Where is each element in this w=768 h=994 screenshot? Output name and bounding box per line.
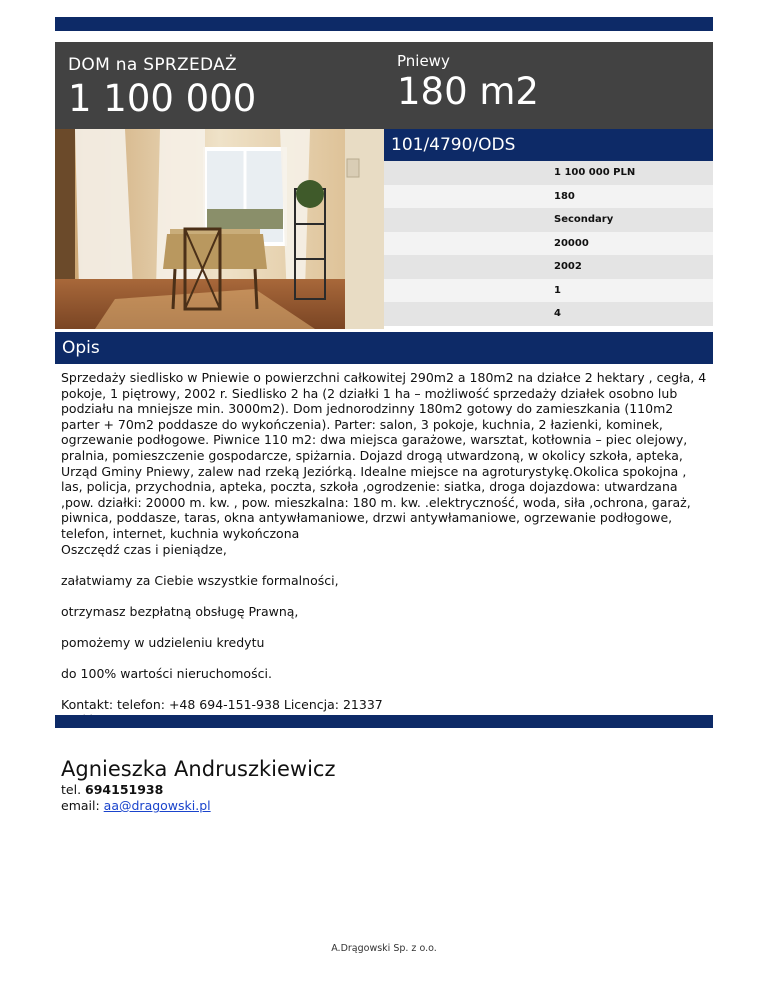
bottom-accent-bar [55,715,713,728]
agent-email-label: email: [61,798,100,813]
description-body [61,370,711,729]
detail-price: 1 100 000 PLN [384,161,713,185]
listing-area: 180 m2 [397,70,539,113]
description-contact: Kontakt: telefon: +48 694-151-938 Licencja: 21337 [61,697,383,713]
detail-plot-area: 20000 [384,232,713,256]
agent-email-link[interactable]: aa@dragowski.pl [103,798,211,813]
listing-header [55,42,713,129]
detail-year: 2002 [384,255,713,279]
description-line2: załatwiamy za Ciebie wszystkie formalności, [61,572,339,588]
listing-price: 1 100 000 [68,77,257,120]
detail-floors: 1 [384,279,713,303]
header-left [68,55,256,121]
description-line4: pomożemy w udzieleniu kredytu [61,635,265,651]
detail-area: 180 [384,185,713,209]
detail-market: Secondary [384,208,713,232]
description-line5: do 100% wartości nieruchomości. [61,666,272,682]
agent-block [61,756,335,814]
details-table [384,161,713,326]
listing-city: Pniewy [397,52,450,70]
agent-phone-row [61,782,335,798]
listing-reference: 101/4790/ODS [384,129,713,161]
detail-rooms: 4 [384,302,713,326]
agent-email-row [61,798,335,814]
header-right [397,52,539,114]
footer-company: A.Drągowski Sp. z o.o. [331,943,437,954]
agent-phone: 694151938 [85,782,164,797]
top-accent-bar [55,17,713,31]
description-main: Sprzedaży siedlisko w Pniewie o powierzchni całkowitej 290m2 a 180m2 na działce 2 hektary , cegła, 4 pokoje, 1 piętrowy, 2002 r. Siedlisko 2 ha (2 działki 1 ha – możliwość sprzedaży działek osobno lub podziału na mniejsze min. 3000m2). Dom jednorodzinny 180m2 gotowy do zamieszkania (110m2 parter + 70m2 poddasze do wykończenia). Parter: salon, 3 pokoje, kuchnia, 2 łazienki, kominek, ogrzewanie podłogowe. Piwnice 110 m2: dwa miejsca garażowe, warsztat, kotłownia – piec olejowy, pralnia, pomieszczenie gospodarcze, spiżarnia. Dojazd drogą utwardzoną, w okolicy szkoła, apteka, Urząd Gminy Pniewy, zalew nad rzeką Jeziórką. Idealne miejsce na agroturystykę.Okolica spokojna , las, policja, przychodnia, apteka, poczta, szkoła ,ogrodzenie: siatka, droga dojazdowa: utwardzana ,pow. działki: 20000 m. kw. , pow. mieszkalna: 180 m. kw. .elektryczność, woda, siła ,ochrona, garaż, piwnica, poddasze, taras, okna antywłamaniowe, drzwi antywłamaniowe, ogrzewanie podłogowe, telefon, internet, kuchnia wykończona [61,370,707,541]
agent-phone-label: tel. [61,782,82,797]
description-line1: Oszczędź czas i pieniądze, [61,541,227,557]
agent-name: Agnieszka Andruszkiewicz [61,757,336,781]
property-photo [55,129,384,329]
description-line3: otrzymasz bezpłatną obsługę Prawną, [61,603,299,619]
description-heading: Opis [55,332,713,364]
listing-type: DOM na SPRZEDAŻ [68,55,237,75]
dining-room-photo-illustration [55,129,384,329]
